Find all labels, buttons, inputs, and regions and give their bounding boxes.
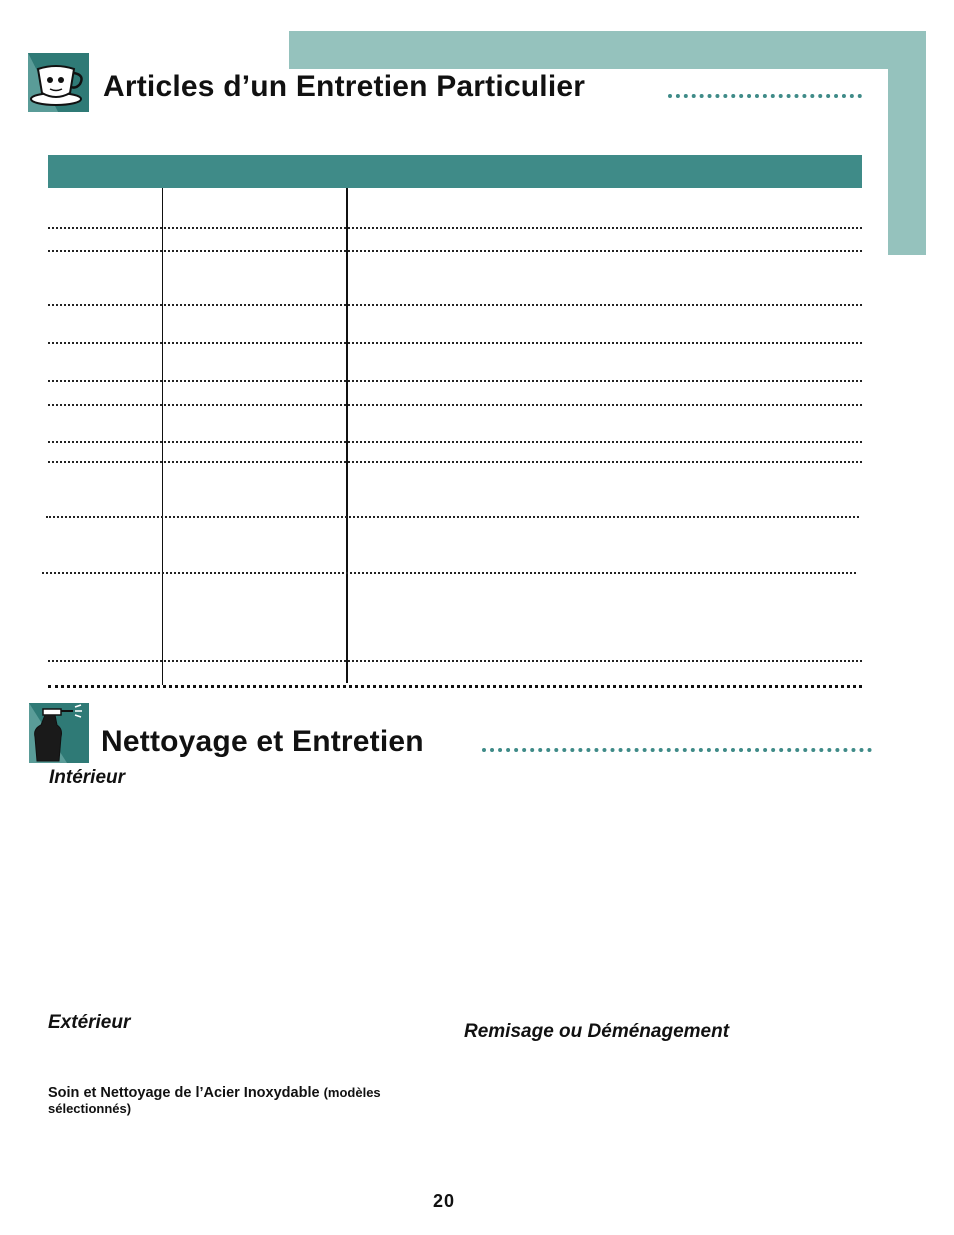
table-row-divider: [48, 404, 862, 406]
table-row-divider: [48, 227, 862, 229]
table-bottom-border: [48, 685, 862, 688]
page-number: 20: [433, 1191, 456, 1211]
subhead-interior: Intérieur: [49, 767, 126, 788]
title-leader-dots: [668, 94, 862, 98]
section-title-special-care: Articles d’un Entretien Particulier: [103, 70, 586, 103]
section-title-cleaning: Nettoyage et Entretien: [101, 725, 424, 758]
subhead-storage: Remisage ou Déménagement: [464, 1021, 730, 1042]
table-row-divider: [48, 380, 862, 382]
subhead-exterior: Extérieur: [48, 1012, 131, 1033]
column-divider-1: [162, 188, 163, 685]
table-row-divider: [48, 660, 862, 662]
spray-bottle-icon: [29, 703, 89, 763]
table-row-divider: [48, 250, 862, 252]
table-row-divider: [48, 304, 862, 306]
table-header-bar: [48, 155, 862, 188]
table-row-divider: [48, 441, 862, 443]
teacup-icon: [28, 53, 89, 112]
table-row-divider: [46, 516, 859, 518]
table-row-divider: [48, 342, 862, 344]
column-divider-2: [346, 188, 348, 683]
table-row-divider: [42, 572, 856, 574]
corner-frame-top: [289, 31, 926, 69]
corner-frame-right: [888, 31, 926, 255]
title-leader-dots: [482, 748, 872, 752]
stainless-care-note: (modèles sélectionnés): [48, 1085, 381, 1116]
table-row-divider: [48, 461, 862, 463]
stainless-care-heading: [48, 1085, 448, 1117]
stainless-care-title: Soin et Nettoyage de l’Acier Inoxydable: [48, 1085, 320, 1101]
